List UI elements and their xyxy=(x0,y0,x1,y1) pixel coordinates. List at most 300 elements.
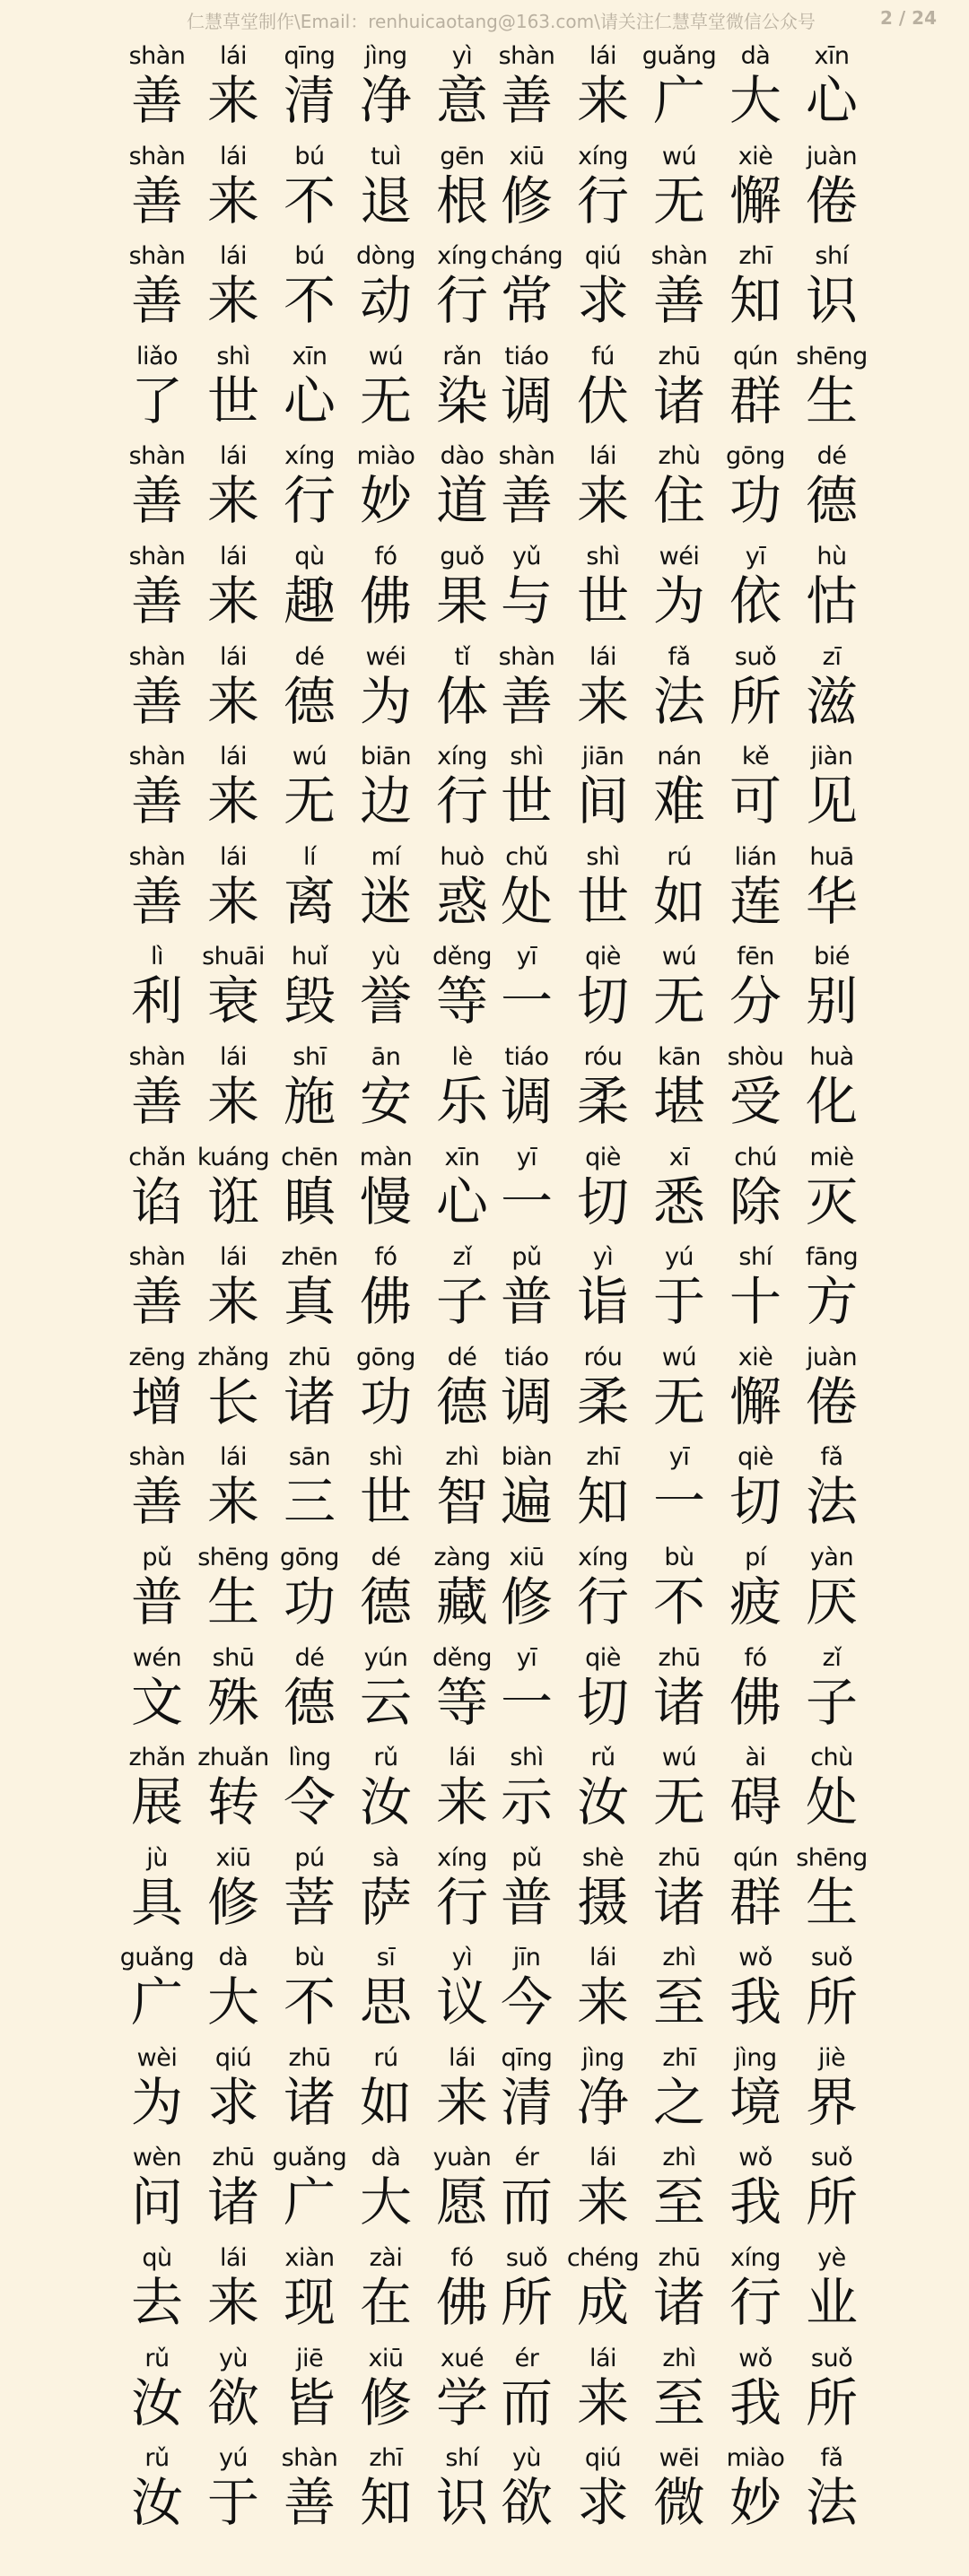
hanzi-character: 世 xyxy=(576,870,629,932)
hanzi-character: 柔 xyxy=(576,1371,629,1432)
hanzi-character: 一 xyxy=(500,1671,553,1733)
hanzi-character: 体 xyxy=(435,670,488,732)
character-cell xyxy=(350,538,422,639)
hanzi-character: 不 xyxy=(283,1971,336,2033)
pinyin-label: chēn xyxy=(281,1143,338,1171)
pinyin-label: sà xyxy=(372,1843,399,1872)
hanzi-character: 妙 xyxy=(729,2472,781,2534)
pinyin-label: dà xyxy=(371,2144,401,2172)
pinyin-label: shàn xyxy=(128,542,186,570)
hanzi-character: 转 xyxy=(206,1771,259,1833)
hanzi-character: 切 xyxy=(576,1671,629,1733)
hanzi-character: 为 xyxy=(652,570,705,631)
character-cell xyxy=(720,1840,791,1940)
pinyin-label: zǐ xyxy=(822,1643,842,1672)
pinyin-label: qiè xyxy=(585,1643,621,1672)
pinyin-label: qiè xyxy=(585,943,621,971)
character-cell xyxy=(643,438,715,538)
character-cell xyxy=(350,2240,422,2340)
pinyin-label: wú xyxy=(661,142,697,170)
hanzi-character: 欲 xyxy=(500,2472,553,2534)
pinyin-label: rǔ xyxy=(373,1744,398,1772)
pinyin-label: xiàn xyxy=(284,2244,335,2273)
verse-line xyxy=(0,2440,969,2540)
verse-line xyxy=(0,1640,969,1740)
pinyin-label: wéi xyxy=(659,542,700,570)
hanzi-character: 瞋 xyxy=(283,1171,336,1232)
character-cell xyxy=(274,338,345,439)
pinyin-label: zī xyxy=(822,642,842,671)
character-cell xyxy=(643,738,715,839)
hanzi-character: 处 xyxy=(805,1771,858,1833)
pinyin-label: shí xyxy=(445,2444,479,2473)
pinyin-label: wéi xyxy=(365,642,406,671)
character-cell xyxy=(274,438,345,538)
character-cell xyxy=(121,138,193,239)
hanzi-character: 如 xyxy=(652,870,705,932)
pinyin-label: chǔ xyxy=(505,842,548,871)
character-cell xyxy=(567,1939,639,2040)
hanzi-character: 利 xyxy=(130,970,183,1032)
hanzi-character: 除 xyxy=(729,1171,781,1232)
pinyin-label: zhuǎn xyxy=(197,1744,269,1772)
hanzi-character: 边 xyxy=(359,770,412,832)
character-cell xyxy=(350,938,422,1039)
hanzi-character: 一 xyxy=(500,1171,553,1232)
pinyin-label: lái xyxy=(589,2344,617,2372)
pinyin-label: hù xyxy=(816,542,847,570)
pinyin-label: rú xyxy=(373,2043,398,2072)
verse-line xyxy=(0,938,969,1039)
hanzi-character: 方 xyxy=(805,1271,858,1333)
character-cell xyxy=(491,538,563,639)
hanzi-character: 功 xyxy=(359,1371,412,1432)
pinyin-label: shàn xyxy=(650,242,708,271)
character-cell xyxy=(796,1739,868,1840)
character-cell xyxy=(121,938,193,1039)
character-cell xyxy=(567,138,639,239)
hanzi-character: 受 xyxy=(729,1070,781,1132)
hanzi-character: 切 xyxy=(576,1171,629,1232)
pinyin-label: dé xyxy=(371,1543,401,1571)
pinyin-label: pí xyxy=(745,1543,766,1571)
pinyin-label: lái xyxy=(219,42,248,70)
verse-line xyxy=(0,1239,969,1339)
pinyin-label: lái xyxy=(589,442,617,471)
pinyin-label: zhǎn xyxy=(128,1744,186,1772)
character-cell xyxy=(274,1840,345,1940)
hanzi-character: 慢 xyxy=(359,1171,412,1232)
character-cell xyxy=(491,2240,563,2340)
hanzi-character: 常 xyxy=(500,270,553,332)
pinyin-label: qù xyxy=(142,2244,172,2273)
pinyin-label: cháng xyxy=(490,242,563,271)
pinyin-label: lì xyxy=(150,943,163,971)
character-cell xyxy=(796,2040,868,2140)
hanzi-character: 善 xyxy=(130,670,183,732)
pinyin-label: yī xyxy=(516,943,537,971)
hanzi-character: 道 xyxy=(435,470,488,532)
pinyin-label: lái xyxy=(219,242,248,271)
character-cell xyxy=(796,1539,868,1640)
character-cell xyxy=(197,738,269,839)
character-cell xyxy=(491,1939,563,2040)
hanzi-character: 倦 xyxy=(805,170,858,231)
hanzi-character: 欲 xyxy=(206,2371,259,2433)
character-cell xyxy=(121,538,193,639)
hanzi-character: 示 xyxy=(500,1771,553,1833)
verse-line xyxy=(0,338,969,439)
character-cell xyxy=(643,1640,715,1740)
hanzi-character: 生 xyxy=(805,370,858,431)
hanzi-character: 善 xyxy=(130,1070,183,1132)
verse-line xyxy=(0,538,969,639)
pinyin-label: shàn xyxy=(128,42,186,70)
hanzi-character: 所 xyxy=(805,2171,858,2233)
character-cell xyxy=(350,1439,422,1539)
hanzi-character: 子 xyxy=(435,1271,488,1333)
hanzi-character: 所 xyxy=(805,1971,858,2033)
hanzi-character: 德 xyxy=(283,670,336,732)
pinyin-label: wú xyxy=(661,1343,697,1371)
hanzi-character: 切 xyxy=(576,970,629,1032)
character-cell xyxy=(274,639,345,739)
hanzi-character: 群 xyxy=(729,370,781,431)
character-cell xyxy=(567,1439,639,1539)
character-cell xyxy=(643,1439,715,1539)
verse-line xyxy=(0,2340,969,2441)
pinyin-label: zhū xyxy=(658,2244,701,2273)
hanzi-character: 至 xyxy=(652,2171,705,2233)
character-cell xyxy=(350,1039,422,1139)
hanzi-character: 心 xyxy=(805,70,858,131)
character-cell xyxy=(643,38,715,138)
character-cell xyxy=(567,1339,639,1440)
character-cell xyxy=(796,2240,868,2340)
character-cell xyxy=(491,1439,563,1539)
pinyin-label: xíng xyxy=(437,1843,487,1872)
character-cell xyxy=(796,2440,868,2540)
hanzi-character: 来 xyxy=(206,270,259,332)
character-cell xyxy=(720,2040,791,2140)
pinyin-label: děng xyxy=(432,1643,492,1672)
hanzi-character: 云 xyxy=(359,1671,412,1733)
hanzi-character: 净 xyxy=(576,2071,629,2133)
pinyin-label: bié xyxy=(814,943,850,971)
character-cell xyxy=(121,1239,193,1339)
pinyin-label: qīng xyxy=(501,2043,553,2072)
hanzi-character: 诣 xyxy=(576,1271,629,1333)
hanzi-character: 调 xyxy=(500,1070,553,1132)
verse-line xyxy=(0,2139,969,2240)
hanzi-character: 佛 xyxy=(435,2272,488,2334)
pinyin-label: guǎng xyxy=(119,1944,195,1972)
pinyin-label: lái xyxy=(219,842,248,871)
pinyin-label: shēng xyxy=(796,1843,868,1872)
hanzi-character: 来 xyxy=(206,170,259,231)
verse-line xyxy=(0,38,969,138)
hanzi-character: 世 xyxy=(359,1471,412,1533)
character-cell xyxy=(796,2340,868,2441)
character-cell xyxy=(491,1840,563,1940)
character-cell xyxy=(643,639,715,739)
hanzi-character: 而 xyxy=(500,2171,553,2233)
pinyin-label: zhī xyxy=(369,2444,403,2473)
hanzi-character: 来 xyxy=(576,1971,629,2033)
character-cell xyxy=(350,138,422,239)
pinyin-label: zhì xyxy=(662,2344,696,2372)
pinyin-label: xíng xyxy=(437,242,487,271)
hanzi-character: 殊 xyxy=(206,1671,259,1733)
pinyin-label: pú xyxy=(294,1843,325,1872)
hanzi-character: 汝 xyxy=(130,2472,183,2534)
pinyin-label: zhū xyxy=(212,2144,255,2172)
hanzi-character: 所 xyxy=(500,2272,553,2334)
hanzi-character: 来 xyxy=(206,1070,259,1132)
pinyin-label: xiū xyxy=(368,2344,404,2372)
character-cell xyxy=(491,2040,563,2140)
pinyin-label: yǔ xyxy=(511,542,542,570)
hanzi-character: 至 xyxy=(652,2371,705,2433)
character-cell xyxy=(121,2139,193,2240)
hanzi-character: 具 xyxy=(130,1871,183,1933)
pinyin-label: qiú xyxy=(584,2444,622,2473)
pinyin-label: shí xyxy=(738,1243,773,1272)
character-cell xyxy=(643,538,715,639)
character-cell xyxy=(796,38,868,138)
pinyin-label: qiú xyxy=(214,2043,252,2072)
hanzi-character: 求 xyxy=(576,2472,629,2534)
hanzi-character: 碍 xyxy=(729,1771,781,1833)
pinyin-label: gōng xyxy=(280,1543,339,1571)
pinyin-label: shū xyxy=(212,1643,255,1672)
pinyin-label: zhū xyxy=(288,2043,331,2072)
character-cell xyxy=(720,738,791,839)
character-cell xyxy=(121,2340,193,2441)
character-cell xyxy=(274,2040,345,2140)
pinyin-label: biàn xyxy=(501,1443,553,1472)
hanzi-character: 无 xyxy=(359,370,412,431)
pinyin-label: tiáo xyxy=(504,1343,549,1371)
character-cell xyxy=(274,138,345,239)
pinyin-label: tiáo xyxy=(504,342,549,370)
character-cell xyxy=(121,2440,193,2540)
character-cell xyxy=(567,238,639,338)
character-cell xyxy=(197,1239,269,1339)
pinyin-label: xíng xyxy=(437,743,487,771)
pinyin-label: lái xyxy=(448,1744,476,1772)
hanzi-character: 诸 xyxy=(283,1371,336,1432)
pinyin-label: chéng xyxy=(566,2244,640,2273)
character-cell xyxy=(720,138,791,239)
hanzi-character: 行 xyxy=(576,1571,629,1632)
verse-content xyxy=(0,38,969,2540)
hanzi-character: 无 xyxy=(283,770,336,832)
character-cell xyxy=(197,839,269,939)
character-cell xyxy=(350,1939,422,2040)
pinyin-label: guǎng xyxy=(642,42,717,70)
pinyin-label: shàn xyxy=(128,1443,186,1472)
character-cell xyxy=(121,1739,193,1840)
pinyin-label: yú xyxy=(218,2444,249,2473)
pinyin-label: guǎng xyxy=(272,2144,347,2172)
pinyin-label: róu xyxy=(583,1343,623,1371)
character-cell xyxy=(121,1139,193,1240)
hanzi-character: 现 xyxy=(283,2272,336,2334)
character-cell xyxy=(491,1239,563,1339)
hanzi-character: 无 xyxy=(652,1771,705,1833)
hanzi-character: 不 xyxy=(283,270,336,332)
character-cell xyxy=(720,1239,791,1339)
pinyin-label: biān xyxy=(360,743,412,771)
character-cell xyxy=(491,1039,563,1139)
pinyin-label: chǎn xyxy=(128,1143,186,1171)
hanzi-character: 趣 xyxy=(283,570,336,631)
pinyin-label: lián xyxy=(734,842,777,871)
page-header xyxy=(0,0,969,39)
pinyin-label: qiú xyxy=(584,242,622,271)
hanzi-character: 根 xyxy=(435,170,488,231)
character-cell xyxy=(121,38,193,138)
character-cell xyxy=(796,1840,868,1940)
pinyin-label: huǐ xyxy=(291,943,328,971)
character-cell xyxy=(720,2139,791,2240)
pinyin-label: lái xyxy=(219,743,248,771)
hanzi-character: 广 xyxy=(283,2171,336,2233)
hanzi-character: 藏 xyxy=(435,1571,488,1632)
character-cell xyxy=(796,538,868,639)
hanzi-character: 佛 xyxy=(359,1271,412,1333)
pinyin-label: shuāi xyxy=(202,943,265,971)
hanzi-character: 依 xyxy=(729,570,781,631)
pinyin-label: shì xyxy=(216,342,250,370)
hanzi-character: 法 xyxy=(805,1471,858,1533)
hanzi-character: 来 xyxy=(206,670,259,732)
pinyin-label: jìng xyxy=(581,2043,624,2072)
character-cell xyxy=(643,1840,715,1940)
character-cell xyxy=(567,1039,639,1139)
verse-line xyxy=(0,438,969,538)
pinyin-label: jìng xyxy=(734,2043,777,2072)
hanzi-character: 染 xyxy=(435,370,488,431)
hanzi-character: 处 xyxy=(500,870,553,932)
character-cell xyxy=(643,2440,715,2540)
hanzi-character: 识 xyxy=(805,270,858,332)
character-cell xyxy=(720,438,791,538)
character-cell xyxy=(567,1239,639,1339)
character-cell xyxy=(350,438,422,538)
hanzi-character: 安 xyxy=(359,1070,412,1132)
hanzi-character: 修 xyxy=(206,1871,259,1933)
character-cell xyxy=(567,738,639,839)
hanzi-character: 微 xyxy=(652,2472,705,2534)
hanzi-character: 法 xyxy=(805,2472,858,2534)
character-cell xyxy=(121,839,193,939)
hanzi-character: 世 xyxy=(576,570,629,631)
character-cell xyxy=(121,338,193,439)
pinyin-label: shàn xyxy=(128,1243,186,1272)
hanzi-character: 业 xyxy=(805,2272,858,2334)
character-cell xyxy=(796,1339,868,1440)
hanzi-character: 行 xyxy=(729,2272,781,2334)
character-cell xyxy=(350,1739,422,1840)
pinyin-label: dòng xyxy=(356,242,415,271)
pinyin-label: shì xyxy=(510,1744,544,1772)
character-cell xyxy=(720,1539,791,1640)
pinyin-label: xiè xyxy=(738,1343,773,1371)
pinyin-label: shàn xyxy=(128,743,186,771)
hanzi-character: 德 xyxy=(283,1671,336,1733)
character-cell xyxy=(796,839,868,939)
pinyin-label: zēng xyxy=(128,1343,186,1371)
hanzi-character: 行 xyxy=(576,170,629,231)
pinyin-label: fó xyxy=(374,542,397,570)
pinyin-label: shēng xyxy=(796,342,868,370)
hanzi-character: 等 xyxy=(435,1671,488,1733)
pinyin-label: gēn xyxy=(440,142,484,170)
hanzi-character: 衰 xyxy=(206,970,259,1032)
character-cell xyxy=(197,538,269,639)
character-cell xyxy=(274,1339,345,1440)
pinyin-label: bú xyxy=(294,142,325,170)
pinyin-label: lái xyxy=(219,542,248,570)
pinyin-label: shàn xyxy=(128,1042,186,1071)
pinyin-label: zhī xyxy=(586,1443,620,1472)
pinyin-label: wú xyxy=(661,943,697,971)
pinyin-label: yī xyxy=(516,1143,537,1171)
pinyin-label: shè xyxy=(581,1843,624,1872)
hanzi-character: 诸 xyxy=(652,1671,705,1733)
hanzi-character: 如 xyxy=(359,2071,412,2133)
character-cell xyxy=(796,738,868,839)
hanzi-character: 来 xyxy=(206,570,259,631)
character-cell xyxy=(720,538,791,639)
pinyin-label: wú xyxy=(368,342,404,370)
character-cell xyxy=(567,438,639,538)
hanzi-character: 皆 xyxy=(283,2371,336,2433)
character-cell xyxy=(197,438,269,538)
character-cell xyxy=(567,2139,639,2240)
hanzi-character: 佛 xyxy=(359,570,412,631)
hanzi-character: 不 xyxy=(283,170,336,231)
character-cell xyxy=(491,238,563,338)
pinyin-label: pǔ xyxy=(511,1243,542,1272)
hanzi-character: 行 xyxy=(283,470,336,532)
hanzi-character: 来 xyxy=(206,1271,259,1333)
verse-line xyxy=(0,1439,969,1539)
pinyin-label: shì xyxy=(586,542,620,570)
hanzi-character: 大 xyxy=(729,70,781,131)
pinyin-label: wú xyxy=(292,743,327,771)
character-cell xyxy=(197,1339,269,1440)
hanzi-character: 德 xyxy=(805,470,858,532)
verse-line xyxy=(0,639,969,739)
character-cell xyxy=(796,238,868,338)
pinyin-label: pǔ xyxy=(142,1543,172,1571)
pinyin-label: shàn xyxy=(498,42,555,70)
character-cell xyxy=(197,1039,269,1139)
pinyin-label: shēng xyxy=(197,1543,269,1571)
pinyin-label: shàn xyxy=(128,442,186,471)
hanzi-character: 切 xyxy=(729,1471,781,1533)
character-cell xyxy=(350,38,422,138)
pinyin-label: děng xyxy=(432,943,492,971)
hanzi-character: 善 xyxy=(130,1271,183,1333)
pinyin-label: lái xyxy=(589,1944,617,1972)
pinyin-label: zhì xyxy=(662,2144,696,2172)
hanzi-character: 毁 xyxy=(283,970,336,1032)
hanzi-character: 来 xyxy=(206,1471,259,1533)
